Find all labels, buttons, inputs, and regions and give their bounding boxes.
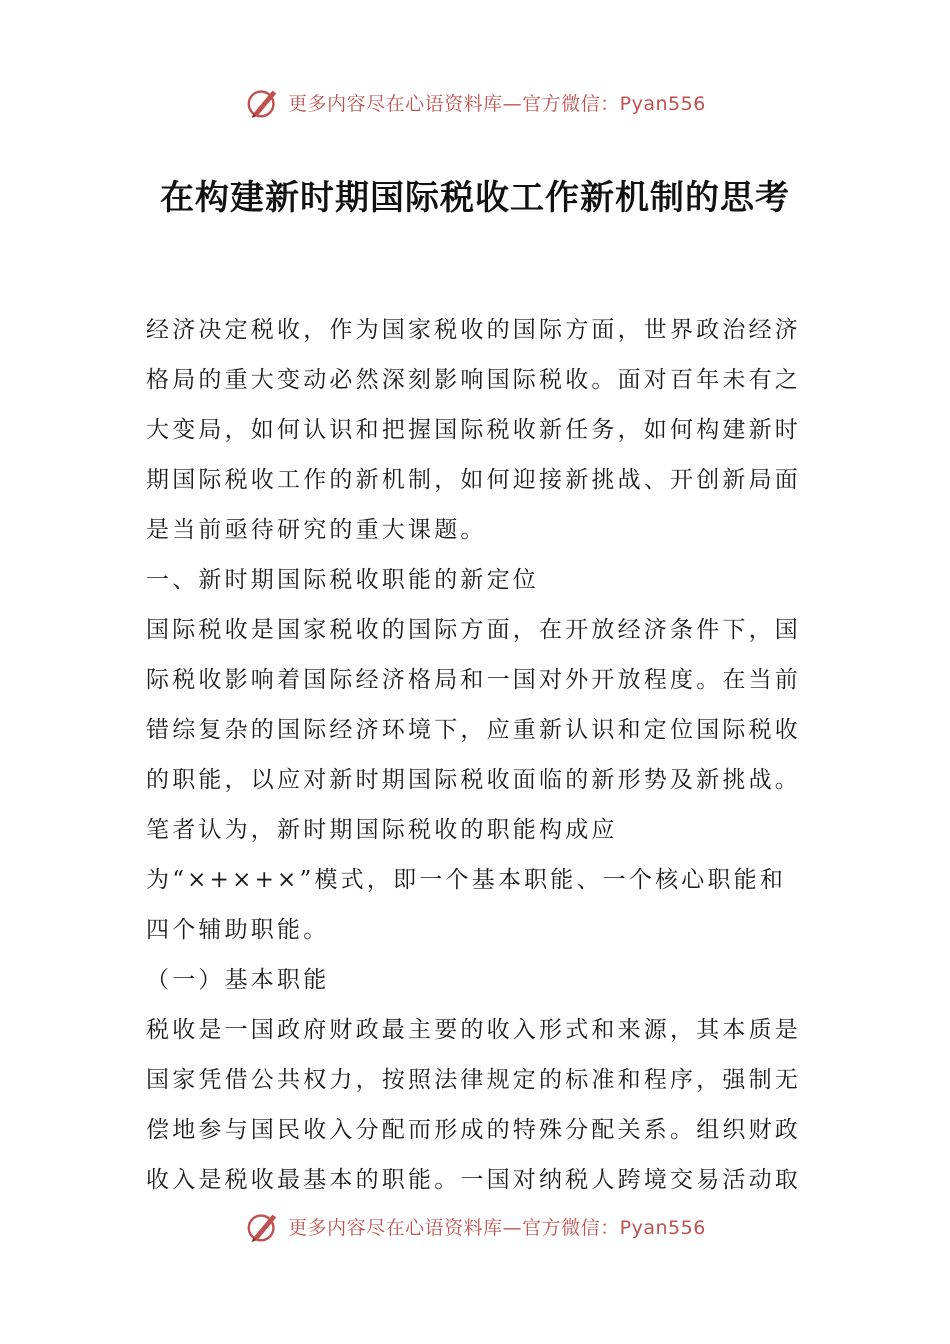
banner-text: 更多内容尽在心语资料库—官方微信：Pyan556 bbox=[288, 92, 706, 115]
banner-text: 更多内容尽在心语资料库—官方微信：Pyan556 bbox=[288, 1216, 706, 1239]
document-title: 在构建新时期国际税收工作新机制的思考 bbox=[160, 178, 790, 218]
paragraph-intro: 经济决定税收，作为国家税收的国际方面，世界政治经济格局的重大变动必然深刻影响国际税收。面对百年未有之大变局，如何认识和把握国际税收新任务，如何构建新时期国际税收工作的新机制，如何迎接新挑战、开创新局面是当前亟待研究的重大课题。 bbox=[146, 317, 801, 543]
pen-logo-icon bbox=[244, 83, 282, 121]
paragraph-subsection-1: 税收是一国政府财政最主要的收入形式和来源，其本质是国家凭借公共权力，按照法律规定的标准和程序，强制无偿地参与国民收入分配而形成的特殊分配关系。组织财政收入是税收最基本的职能。一国对纳税人跨境交易活动取 bbox=[146, 1017, 801, 1193]
document-body bbox=[146, 305, 811, 1205]
section-heading-1: 一、新时期国际税收职能的新定位 bbox=[146, 567, 539, 593]
header-banner bbox=[0, 82, 950, 122]
footer-banner bbox=[0, 1206, 950, 1246]
pen-logo-icon bbox=[244, 1207, 282, 1245]
paragraph-section-1: 国际税收是国家税收的国际方面，在开放经济条件下，国际税收影响着国际经济格局和一国对外开放程度。在当前错综复杂的国际经济环境下，应重新认识和定位国际税收的职能，以应对新时期国际税收面临的新形势及新挑战。笔者认为，新时期国际税收的职能构成应为“×+×+×”模式，即一个基本职能、一个核心职能和四个辅助职能。 bbox=[146, 617, 801, 943]
subsection-heading-1: （一）基本职能 bbox=[146, 967, 330, 993]
